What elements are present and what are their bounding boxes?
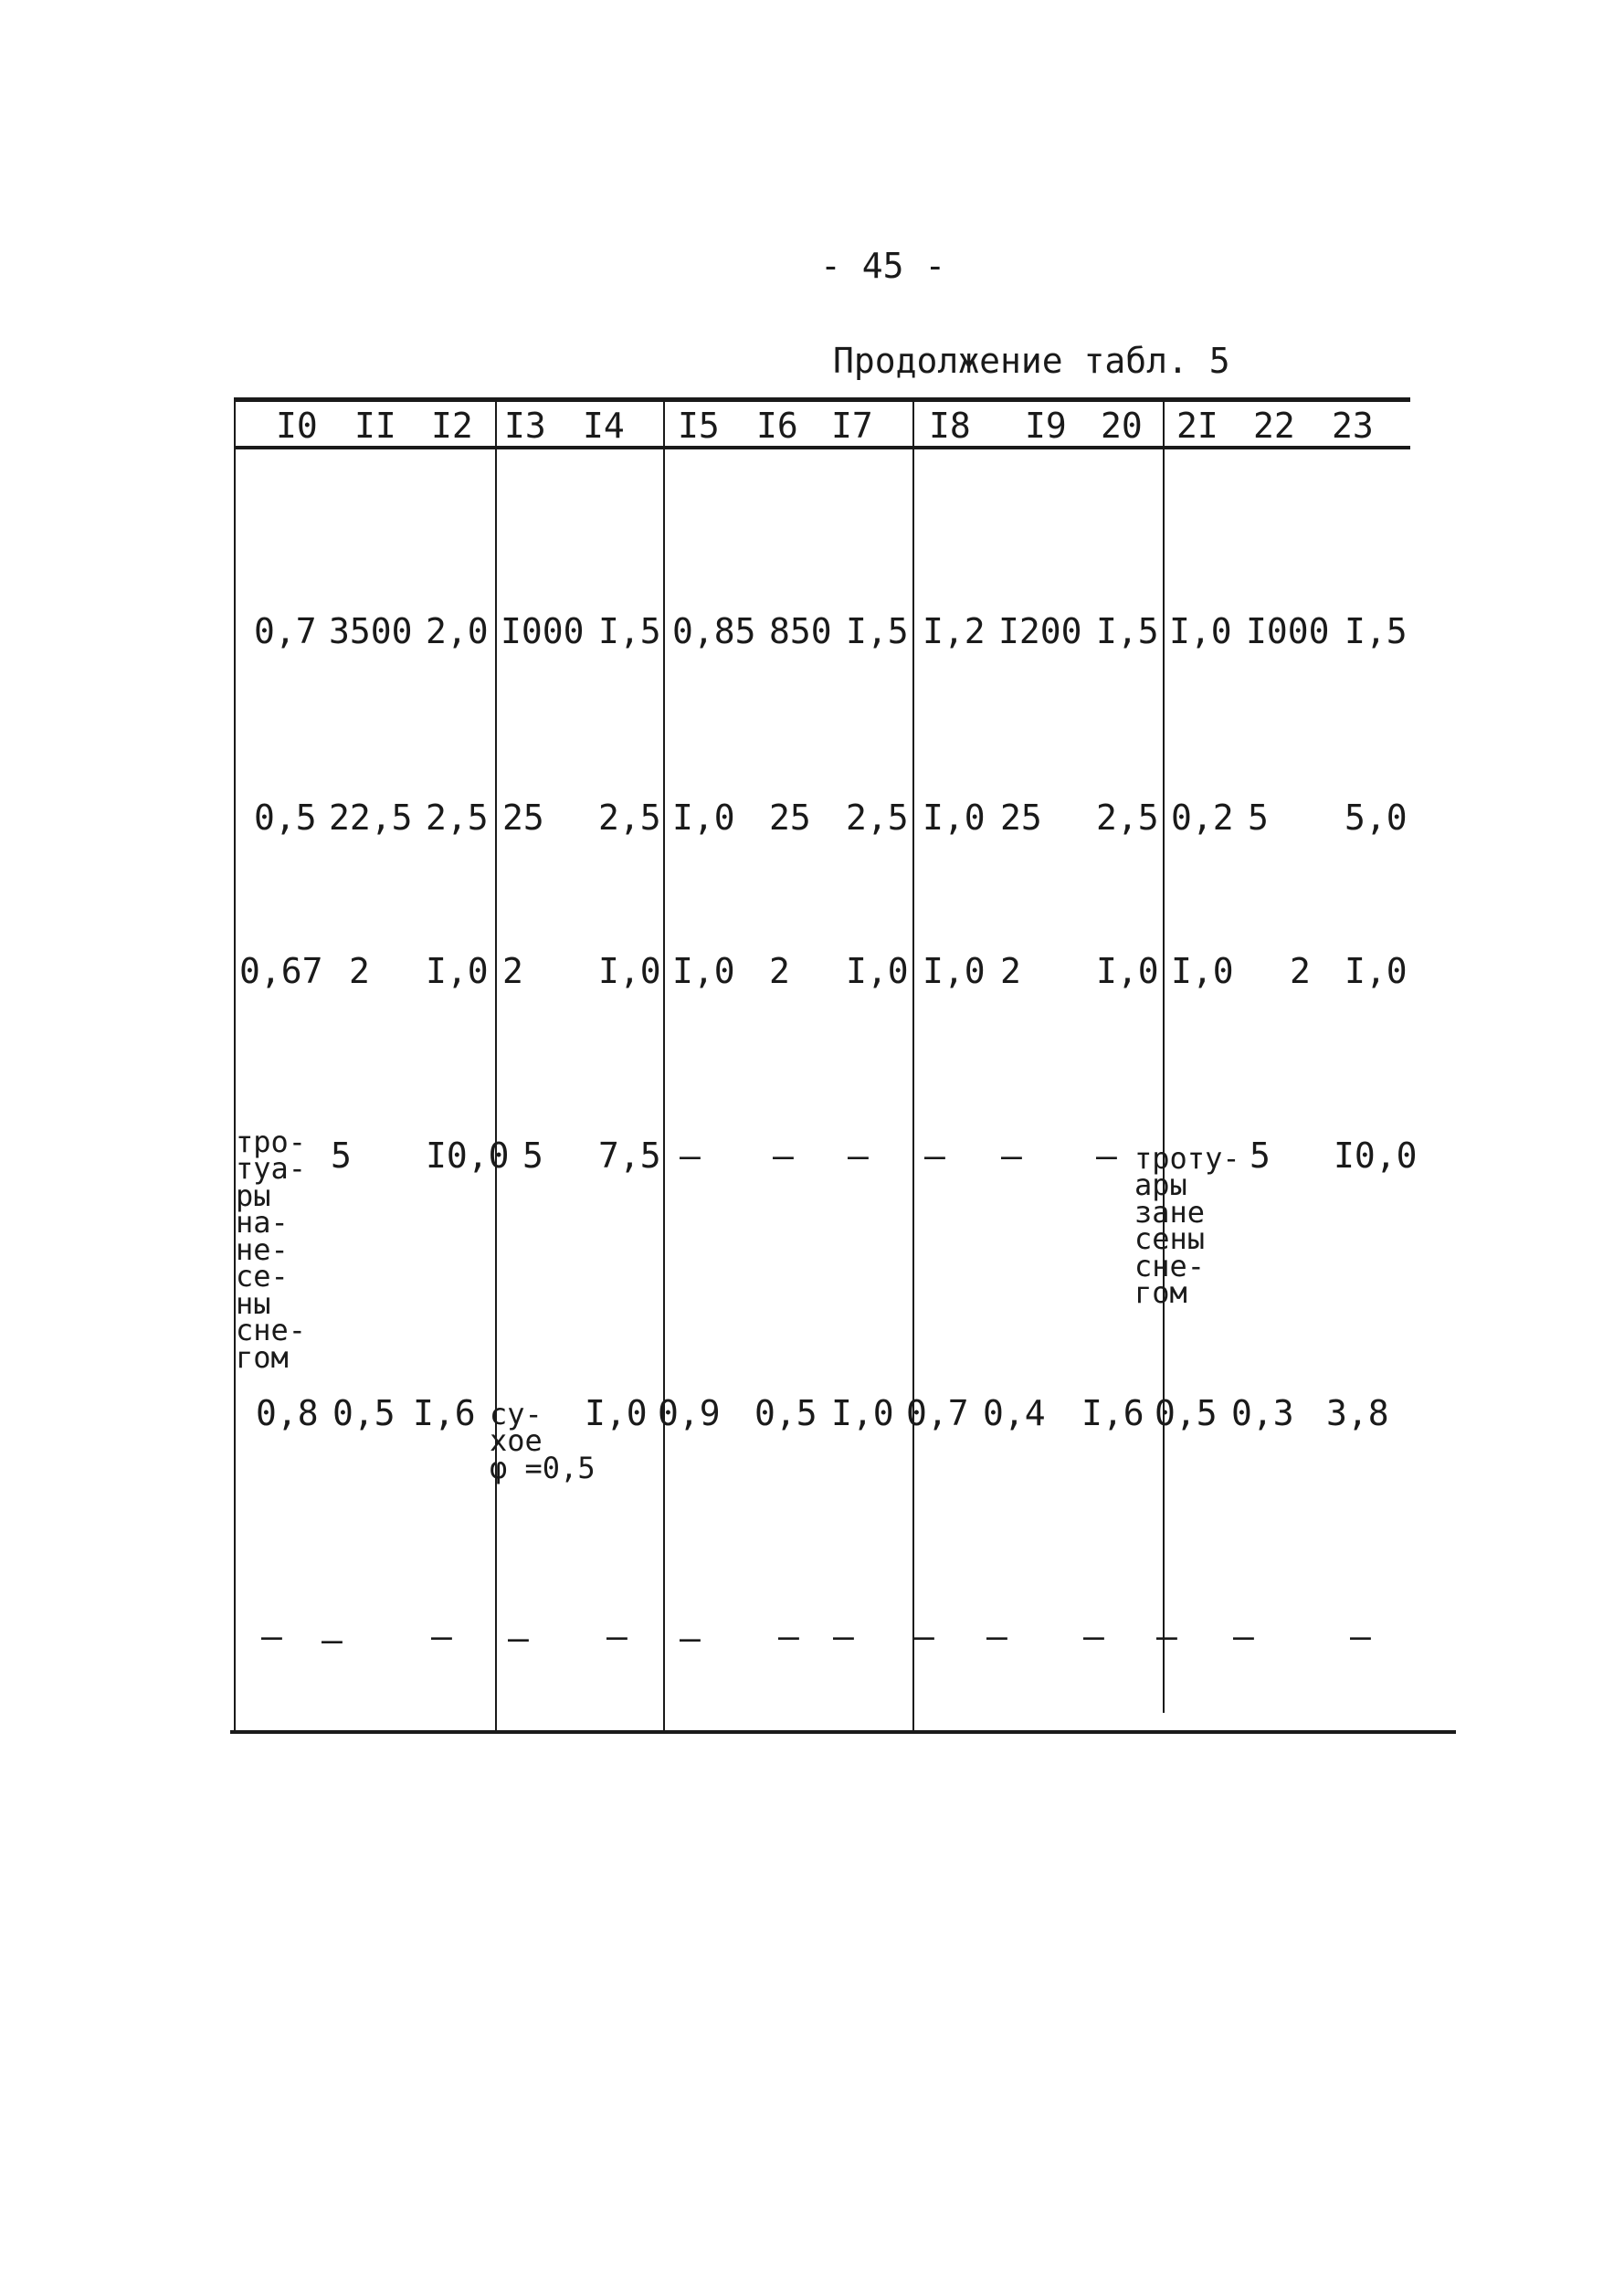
table-cell: 0,85 <box>672 611 756 651</box>
table-left-border <box>234 397 236 1733</box>
group-separator <box>1163 397 1165 1713</box>
table-cell: 2 <box>502 951 523 991</box>
table-cell: 0,7 <box>906 1393 969 1433</box>
table-cell: – <box>773 1135 794 1176</box>
group-separator <box>495 397 497 1733</box>
column-header: I8 <box>929 406 971 446</box>
column-header: 23 <box>1332 406 1374 446</box>
table-cell: 0,4 <box>983 1393 1046 1433</box>
table-cell: – <box>508 1618 529 1658</box>
table-cell: I,0 <box>598 951 661 991</box>
table-cell: 25 <box>1000 797 1042 838</box>
table-cell: I,0 <box>426 951 489 991</box>
table-cell: 0,5 <box>754 1393 817 1433</box>
column-header: I5 <box>678 406 720 446</box>
table-cell: I,0 <box>672 951 735 991</box>
table-cell: 2,5 <box>426 797 489 838</box>
table-cell: I,5 <box>1345 611 1408 651</box>
table-cell: – <box>833 1616 854 1656</box>
table-cell: 2,5 <box>1096 797 1159 838</box>
table-cell: I,0 <box>1171 951 1234 991</box>
table-cell: I0,0 <box>1334 1135 1418 1176</box>
table-cell: I,5 <box>846 611 909 651</box>
table-cell: 5 <box>331 1135 352 1176</box>
column-header: 2I <box>1176 406 1218 446</box>
table-cell: 2 <box>1290 951 1311 991</box>
table-cell: I,6 <box>1081 1393 1144 1433</box>
table-cell: I,5 <box>598 611 661 651</box>
table-cell: – <box>1096 1135 1117 1176</box>
table-cell: – <box>1001 1135 1022 1176</box>
table-cell: – <box>986 1616 1007 1656</box>
table-cell: 0,67 <box>239 951 323 991</box>
table-cell: – <box>1083 1616 1104 1656</box>
table-cell: – <box>848 1135 869 1176</box>
group-separator <box>663 397 665 1733</box>
table-cell: 0,3 <box>1231 1393 1294 1433</box>
table-cell: – <box>606 1616 627 1656</box>
table-cell: 0,8 <box>256 1393 319 1433</box>
column-header: 20 <box>1101 406 1143 446</box>
table-cell: тро- туа- ры на- не- се- ны сне- гом <box>236 1125 307 1375</box>
table-cell: 5 <box>1250 1135 1271 1176</box>
table-cell: 0,7 <box>254 611 317 651</box>
table-cell: 25 <box>769 797 811 838</box>
table-cell: – <box>924 1135 945 1176</box>
table-caption: Продолжение табл. 5 <box>833 341 1230 381</box>
table-cell: 3,8 <box>1326 1393 1389 1433</box>
table-cell: I,0 <box>672 797 735 838</box>
table-cell: 22,5 <box>329 797 413 838</box>
table-cell: – <box>680 1135 701 1176</box>
table-cell: 2,0 <box>426 611 489 651</box>
column-header: 22 <box>1253 406 1295 446</box>
column-header: I3 <box>504 406 546 446</box>
table-cell: I,5 <box>1096 611 1159 651</box>
table-cell: 2,5 <box>598 797 661 838</box>
table-cell: – <box>913 1616 934 1656</box>
table-cell: I,0 <box>846 951 909 991</box>
table-cell: I,0 <box>831 1393 894 1433</box>
table-cell: су- хое φ =0,5 <box>490 1397 596 1485</box>
table-cell: 0,9 <box>658 1393 721 1433</box>
table-cell: I,0 <box>1345 951 1408 991</box>
table-cell: троту- ары зане сены сне- гом <box>1134 1141 1240 1311</box>
table-cell: I000 <box>501 611 585 651</box>
column-header: I6 <box>756 406 798 446</box>
column-header: II <box>354 406 396 446</box>
table-cell: I,0 <box>1096 951 1159 991</box>
table-cell: 0,5 <box>332 1393 395 1433</box>
table-cell: – <box>431 1616 452 1656</box>
table-cell: 3500 <box>329 611 413 651</box>
table-cell: 2 <box>1000 951 1021 991</box>
table-cell: I,0 <box>923 951 986 991</box>
table-cell: – <box>261 1616 282 1656</box>
table-cell: 0,5 <box>254 797 317 838</box>
table-cell: 5 <box>1248 797 1269 838</box>
table-cell: – <box>1233 1616 1254 1656</box>
column-header: I2 <box>431 406 473 446</box>
table-cell: 2,5 <box>846 797 909 838</box>
table-top-rule <box>236 397 1410 402</box>
table-cell: I000 <box>1246 611 1330 651</box>
table-cell: I200 <box>998 611 1082 651</box>
table-cell: 25 <box>502 797 544 838</box>
table-cell: – <box>1350 1616 1371 1656</box>
table-cell: 5,0 <box>1345 797 1408 838</box>
table-cell: 0,5 <box>1155 1393 1218 1433</box>
column-header: I9 <box>1025 406 1067 446</box>
table-cell: 2 <box>769 951 790 991</box>
table-cell: 2 <box>349 951 370 991</box>
column-header: I0 <box>276 406 318 446</box>
table-cell: I,2 <box>923 611 986 651</box>
table-cell: 5 <box>522 1135 543 1176</box>
column-header: I4 <box>583 406 625 446</box>
table-cell: I0,0 <box>426 1135 510 1176</box>
table-header-rule <box>236 446 1410 449</box>
table-bottom-rule <box>230 1730 1456 1734</box>
column-header: I7 <box>831 406 873 446</box>
group-separator <box>912 397 914 1733</box>
table-cell: I,0 <box>1169 611 1232 651</box>
table-cell: I,6 <box>413 1393 476 1433</box>
page-number: - 45 - <box>820 246 946 286</box>
table-cell: – <box>1156 1616 1177 1656</box>
table-cell: – <box>778 1616 799 1656</box>
table-cell: I,0 <box>585 1393 648 1433</box>
table-cell: 0,2 <box>1171 797 1234 838</box>
table-cell: – <box>322 1620 343 1660</box>
table-cell: I,0 <box>923 797 986 838</box>
table-cell: – <box>680 1618 701 1658</box>
table-cell: 850 <box>769 611 832 651</box>
table-cell: 7,5 <box>598 1135 661 1176</box>
